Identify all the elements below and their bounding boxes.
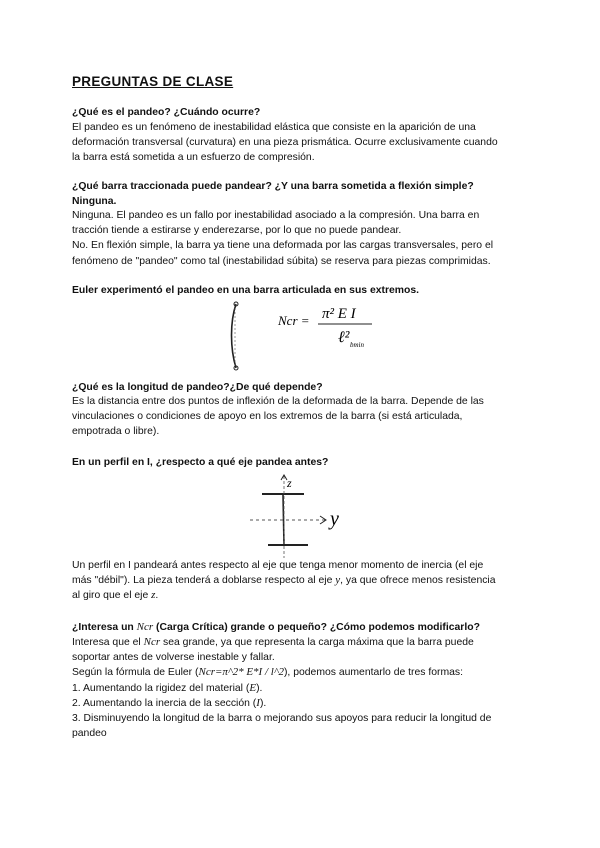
text-run: ¿Interesa un (72, 622, 137, 633)
text-run: Interesa que el (72, 637, 144, 648)
euler-formula-figure (222, 300, 382, 372)
i-profile-sketch (246, 472, 356, 560)
answer-line (72, 573, 532, 588)
question-euler: Euler experimentó el pandeo en una barra articulada en sus extremos. (72, 285, 420, 296)
answer-ncr (72, 635, 532, 741)
answer-line: pandeo (72, 728, 107, 740)
text-run: 1. Aumentando la rigidez del material ( (72, 682, 250, 694)
axis-y-label: y (330, 508, 339, 530)
formula-numerator: π² E I (322, 306, 356, 322)
italic-formula: Ncr=π^2* E*I / l^2 (198, 666, 284, 679)
answer-line: empotrada o libre). (72, 426, 160, 438)
answer-line: fenómeno de "pandeo" como tal (inestabilidad súbita) se reserva para piezas comprimidas. (72, 255, 491, 267)
formula-lhs: Ncr = (278, 313, 310, 328)
answer-line: la barra está sometida a un esfuerzo de compresión. (72, 152, 315, 164)
i-profile-figure (246, 472, 356, 560)
answer-line: Es la distancia entre dos puntos de inflexión de la deformada de la barra. Depende de las (72, 396, 484, 407)
formula-denominator: ℓ² (338, 329, 350, 346)
text-run: ). (259, 697, 267, 709)
text-run: sea grande, ya que representa la carga máxima que la barra puede (160, 637, 474, 648)
answer-line: No. En flexión simple, la barra ya tiene una deformada por las cargas transversales, pero el (72, 240, 494, 252)
answer-traccion (72, 208, 532, 269)
answer-line: tracción tiende a estirarse y enderezarse, por lo que no puede pandear. (72, 225, 402, 237)
answer-pandeo (72, 120, 532, 166)
text-run: ). (256, 682, 263, 694)
text-run: más "débil"). La pieza tenderá a doblarse respecto al eje (72, 575, 336, 587)
italic-var: y (335, 574, 341, 587)
text-run: Según la fórmula de Euler ( (72, 667, 199, 679)
answer-line (72, 665, 532, 680)
answer-longitud (72, 394, 532, 440)
answer-line (72, 681, 532, 696)
answer-perfil-i (72, 558, 532, 604)
question-line: Ninguna. (72, 196, 117, 207)
text-run: . (155, 590, 159, 602)
text-run: (Carga Crítica) grande o pequeño? ¿Cómo podemos modificarlo? (153, 622, 480, 633)
axis-z-label: z (287, 476, 292, 490)
answer-line: Ninguna. El pandeo es un fallo por inestabilidad asociado a la compresión. Una barra en (72, 210, 480, 221)
answer-line: soportar antes de volverse inestable y fallar. (72, 652, 275, 664)
italic-var: E (249, 681, 257, 694)
answer-line: Un perfil en I pandeará antes respecto al eje que tenga menor momento de inercia (el eje (72, 560, 484, 571)
answer-line: El pandeo es un fenómeno de inestabilidad elástica que consiste en la aparición de una (72, 122, 476, 133)
euler-formula-sketch (222, 300, 382, 372)
italic-var: z (151, 589, 156, 602)
italic-var: Ncr (143, 636, 161, 648)
question-traccion (72, 179, 532, 209)
italic-var: Ncr (136, 621, 154, 633)
answer-line: vinculaciones o condiciones de apoyo en los extremos de la barra (si está articulada, (72, 411, 463, 423)
answer-line (72, 696, 532, 711)
question-longitud: ¿Qué es la longitud de pandeo?¿De qué depende? (72, 382, 323, 393)
buckled-bar-line (232, 304, 237, 368)
italic-var: I (256, 696, 260, 709)
text-run: ), podemos aumentarlo de tres formas: (283, 667, 463, 679)
text-run: , ya que ofrece menos resistencia (340, 575, 496, 587)
question-pandeo: ¿Qué es el pandeo? ¿Cuándo ocurre? (72, 107, 261, 118)
formula-subscript: bmin (350, 341, 364, 349)
answer-line (72, 588, 532, 603)
answer-line: deformación transversal (curvatura) en una pieza prismática. Ocurre exclusivamente cuando (72, 137, 498, 149)
page-title: PREGUNTAS DE CLASE (72, 74, 234, 89)
question-perfil-i: En un perfil en I, ¿respecto a qué eje pandea antes? (72, 457, 329, 468)
question-ncr (72, 620, 532, 635)
question-line: ¿Qué barra traccionada puede pandear? ¿Y una barra sometida a flexión simple? (72, 181, 474, 192)
answer-line: 3. Disminuyendo la longitud de la barra o mejorando sus apoyos para reducir la longitud de (72, 713, 492, 725)
text-run: al giro que el eje (72, 590, 152, 602)
answer-line (72, 635, 532, 650)
text-run: 2. Aumentando la inercia de la sección ( (72, 697, 257, 709)
